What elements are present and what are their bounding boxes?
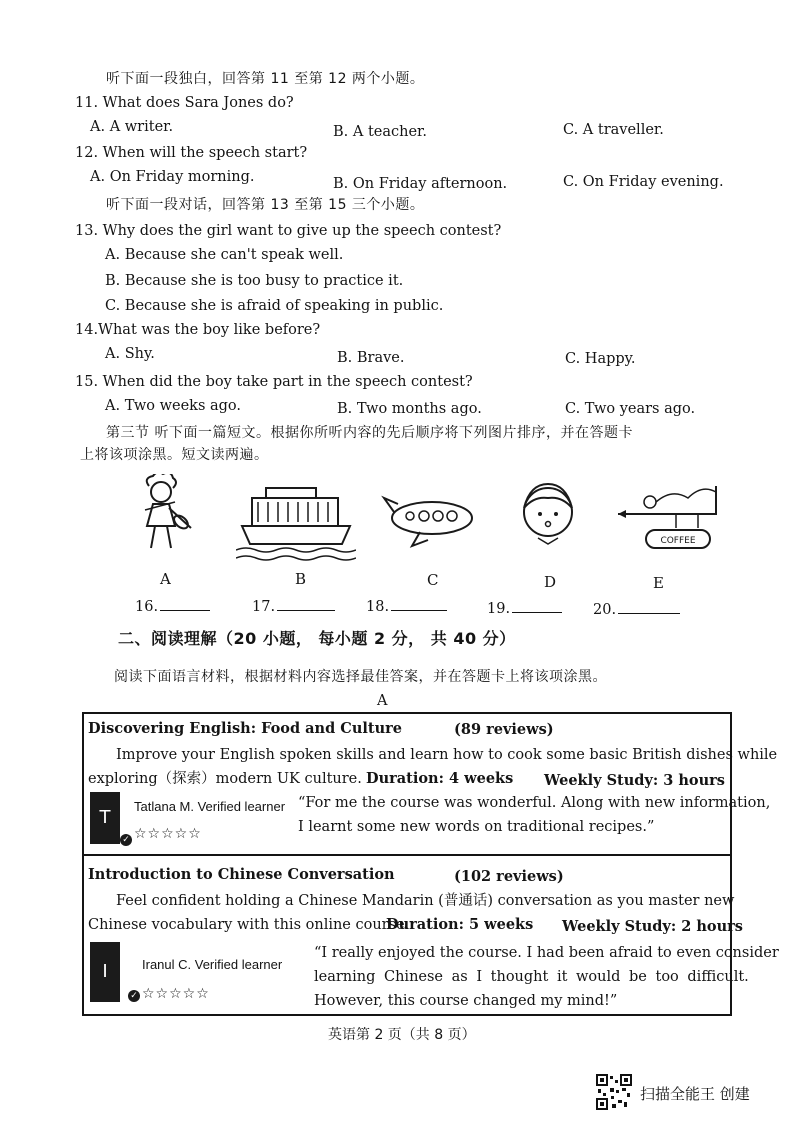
reading-heading: 二、阅读理解（20 小题， 每小题 2 分， 共 40 分） [118,629,516,648]
learner-avatar: T [90,792,120,844]
course-description-line1: Feel confident holding a Chinese Mandarin (普通话) conversation as you master new [116,893,735,909]
course-duration: Duration: 4 weeks [366,770,514,787]
q12-option-c: C. On Friday evening. [563,174,724,190]
course-title: Discovering English: Food and Culture [88,720,402,737]
course-weekly-study: Weekly Study: 3 hours [544,772,725,789]
course-description-line2: exploring（探索）modern UK culture. [88,771,362,787]
question-11: 11. What does Sara Jones do? [75,95,294,111]
blank-number: 17. [252,599,276,615]
scanner-watermark: 扫描全能王 创建 [640,1085,750,1103]
review-quote-line1: “For me the course was wonderful. Along with new information, [298,795,771,811]
q13-option-a: A. Because she can't speak well. [105,247,344,263]
course-card-english [82,712,778,856]
verified-check-icon: ✓ [120,834,132,846]
page-number: 英语第 2 页（共 8 页） [328,1027,476,1043]
verified-check-icon: ✓ [128,990,140,1002]
section3-instruction-line1: 第三节 听下面一篇短文。根据你所听内容的先后顺序将下列图片排序，并在答题卡 [106,425,633,441]
picture-label-e: E [653,574,664,592]
course-title: Introduction to Chinese Conversation [88,866,395,883]
review-quote-line1: “I really enjoyed the course. I had been afraid to even consider [314,945,779,961]
question-12: 12. When will the speech start? [75,145,308,161]
review-quote-line3: However, this course changed my mind!” [314,993,618,1009]
blank-number: 20. [593,602,617,618]
question-14: 14.What was the boy like before? [75,322,321,338]
picture-label-c: C [427,571,439,589]
rating-stars-icon: ☆☆☆☆☆ [142,986,210,1002]
answer-blank-16[interactable] [135,596,210,616]
instruction-11-12: 听下面一段独白，回答第 11 至第 12 两个小题。 [106,71,425,87]
picture-girl-violin [125,474,205,564]
learner-name: Iranul C. Verified learner [142,957,283,972]
answer-blank-19[interactable] [487,598,562,618]
picture-coffee-sign [616,484,720,558]
q11-option-a: A. A writer. [90,119,174,135]
picture-girl-face [512,478,588,554]
rating-stars-icon: ☆☆☆☆☆ [134,826,202,842]
q11-option-b: B. A teacher. [333,124,427,140]
q15-option-b: B. Two months ago. [337,401,482,417]
q11-option-c: C. A traveller. [563,122,664,138]
picture-label-a: A [160,570,171,588]
q15-option-a: A. Two weeks ago. [105,398,242,414]
blank-number: 18. [366,599,390,615]
course-duration: Duration: 5 weeks [386,916,534,933]
review-quote-line2: learning Chinese as I thought it would be too difficult. [314,969,749,985]
answer-blank-18[interactable] [366,596,447,616]
course-description-line2: Chinese vocabulary with this online course. [88,917,410,933]
qr-code-icon [596,1074,632,1110]
course-description-line1: Improve your English spoken skills and learn how to cook some basic British dishes while [116,747,778,763]
q14-option-c: C. Happy. [565,351,636,367]
course-reviews: (102 reviews) [454,868,564,885]
course-card-chinese [82,854,779,1016]
course-reviews: (89 reviews) [454,721,554,738]
q14-option-a: A. Shy. [105,346,155,362]
review-quote-line2: I learnt some new words on traditional recipes.” [298,819,655,835]
blank-number: 19. [487,601,511,617]
picture-ship [236,478,356,566]
section3-instruction-line2: 上将该项涂黑。短文读两遍。 [80,447,269,463]
course-weekly-study: Weekly Study: 2 hours [562,918,743,935]
picture-label-d: D [544,573,557,591]
passage-label: A [377,693,388,709]
reading-instruction: 阅读下面语言材料，根据材料内容选择最佳答案，并在答题卡上将该项涂黑。 [114,669,607,685]
q12-option-b: B. On Friday afternoon. [333,176,508,192]
q13-option-b: B. Because she is too busy to practice it. [105,273,404,289]
blank-number: 16. [135,599,159,615]
picture-airplane [380,488,480,550]
instruction-13-15: 听下面一段对话，回答第 13 至第 15 三个小题。 [106,197,425,213]
learner-avatar: I [90,942,120,1002]
q14-option-b: B. Brave. [337,350,405,366]
q13-option-c: C. Because she is afraid of speaking in public. [105,298,444,314]
question-15: 15. When did the boy take part in the speech contest? [75,374,473,390]
q12-option-a: A. On Friday morning. [90,169,255,185]
answer-blank-20[interactable] [593,599,680,619]
q15-option-c: C. Two years ago. [565,401,696,417]
learner-name: Tatlana M. Verified learner [134,799,286,814]
coffee-sign-text: COFFEE [660,536,696,546]
picture-label-b: B [295,570,307,588]
question-13: 13. Why does the girl want to give up the speech contest? [75,223,502,239]
answer-blank-17[interactable] [252,596,335,616]
